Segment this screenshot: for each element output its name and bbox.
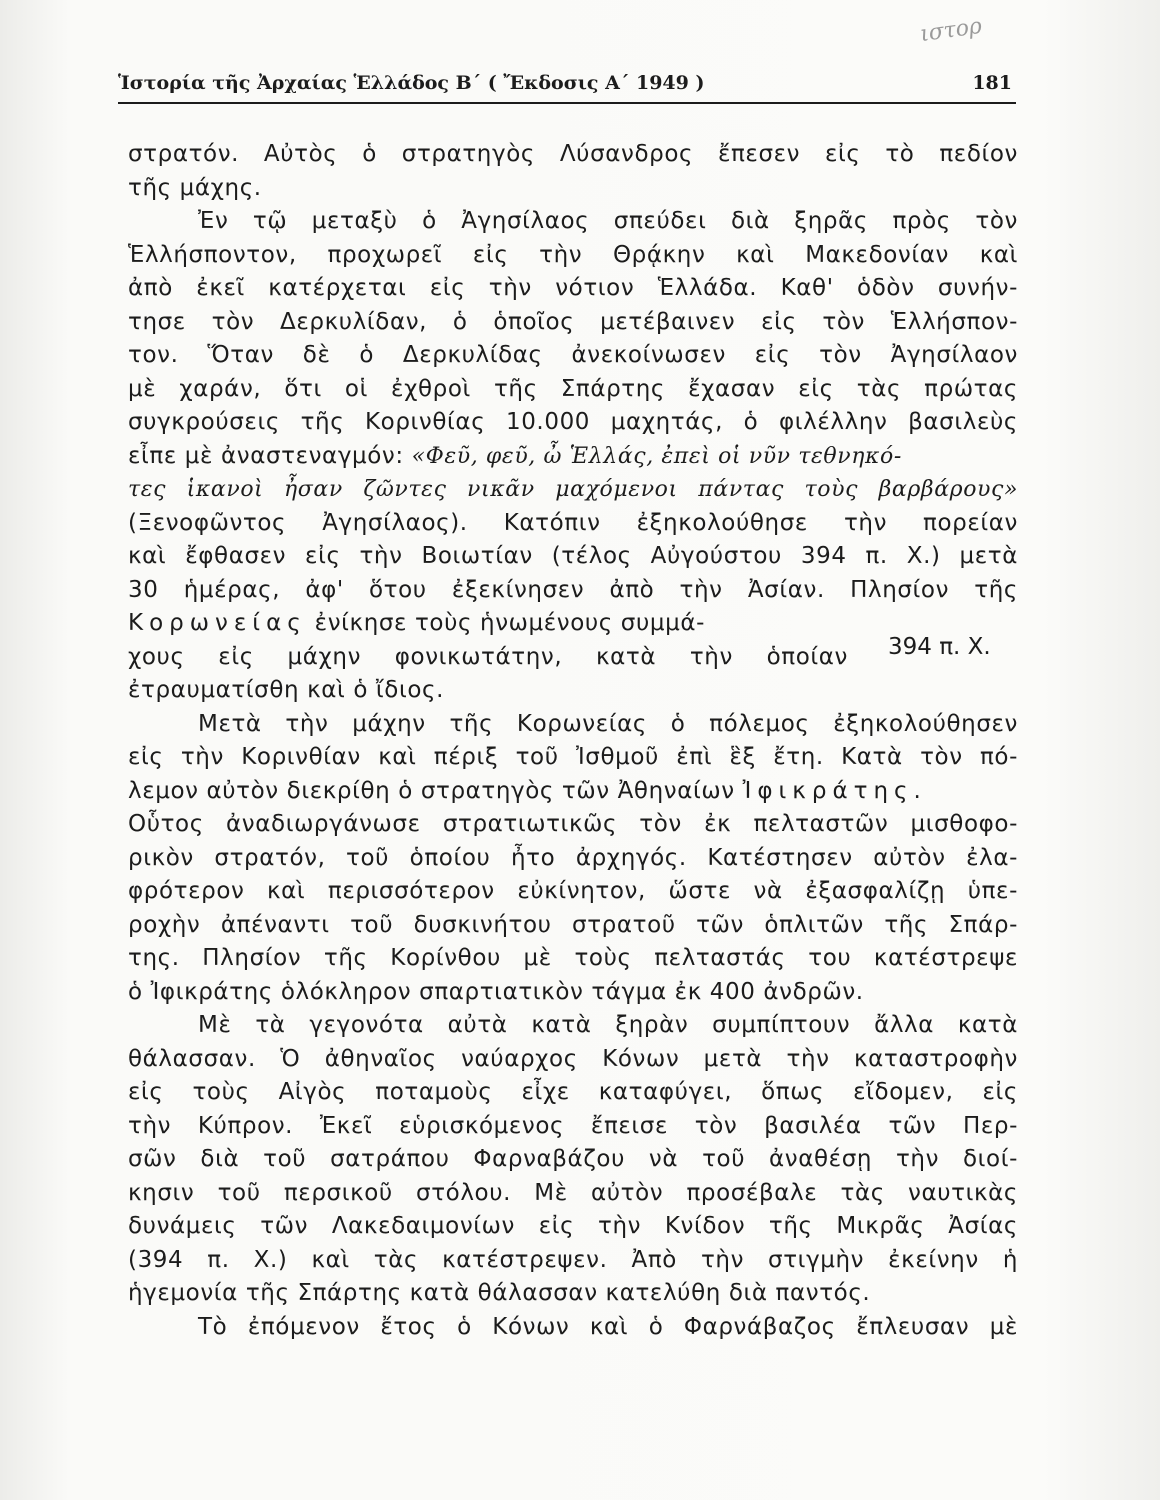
text-line: εἰς τοὺς Αἰγὸς ποταμοὺς εἶχε καταφύγει, ὅπως εἴδομεν, εἰς [128, 1079, 1018, 1105]
text-fragment: ἐνίκησε τοὺς ἡνωμένους συμμά- [314, 610, 706, 636]
text-line: ὁ Ἰφικράτης ὁλόκληρον σπαρτιατικὸν τάγμα ἐκ 400 ἀνδρῶν. [128, 978, 864, 1005]
text-line: (394 π. Χ.) καὶ τὰς κατέστρεψεν. Ἀπὸ τὴν στιγμὴν ἐκείνην ἡ [128, 1246, 1018, 1273]
quote-fragment: «Φεῦ, φεῦ, ὦ Ἑλλάς, ἐπεὶ οἱ νῦν τεθνηκό- [411, 443, 902, 469]
page-number: 181 [972, 72, 1012, 94]
text-line: καὶ ἔφθασεν εἰς τὴν Βοιωτίαν (τέλος Αὐγούστου 394 π. Χ.) μετὰ [128, 543, 1018, 569]
emphasized-word: Ἰφικράτης. [742, 777, 927, 804]
text-line: ἡγεμονία τῆς Σπάρτης κατὰ θάλασσαν κατελύθη διὰ παντός. [128, 1280, 871, 1306]
text-line: κησιν τοῦ περσικοῦ στόλου. Μὲ αὐτὸν προσέβαλε τὰς ναυτικὰς [128, 1179, 1018, 1206]
text-line: φρότερον καὶ περισσότερον εὐκίνητον, ὥστε νὰ ἐξασφαλίζῃ ὑπε- [128, 878, 1018, 904]
page-header [118, 68, 1016, 104]
text-line: Μὲ τὰ γεγονότα αὐτὰ κατὰ ξηρὰν συμπίπτουν ἄλλα κατὰ [198, 1012, 1018, 1038]
emphasized-word: Κορωνείας [128, 610, 307, 636]
text-line: χους εἰς μάχην φονικωτάτην, κατὰ τὴν ὁποίαν [128, 643, 848, 670]
text-line: Μετὰ τὴν μάχην τῆς Κορωνείας ὁ πόλεμος ἐξηκολούθησεν [198, 710, 1018, 737]
text-line: τον. Ὅταν δὲ ὁ Δερκυλίδας ἀνεκοίνωσεν εἰς τὸν Ἀγησίλαον [128, 342, 1018, 368]
running-title: Ἱστορία τῆς Ἀρχαίας Ἑλλάδος Β΄ ( Ἔκδοσις Α΄ 1949 ) [118, 72, 705, 94]
text-line: εἰς τὴν Κορινθίαν καὶ πέριξ τοῦ Ἰσθμοῦ ἐπὶ ἓξ ἔτη. Κατὰ τὸν πό- [128, 744, 1018, 770]
text-line: τὴν Κύπρον. Ἐκεῖ εὑρισκόμενος ἔπεισε τὸν βασιλέα τῶν Περ- [128, 1112, 1018, 1139]
text-line-with-quote [128, 440, 1018, 474]
handwritten-note: ιστορ [918, 13, 984, 48]
text-fragment: εἶπε μὲ ἀναστεναγμόν: [128, 442, 404, 469]
text-line: σῶν διὰ τοῦ σατράπου Φαρναβάζου νὰ τοῦ ἀναθέσῃ τὴν διοί- [128, 1146, 1018, 1172]
text-line: ἀπὸ ἐκεῖ κατέρχεται εἰς τὴν νότιον Ἑλλάδα. Καθ' ὁδὸν συνήν- [128, 275, 1018, 301]
text-line: μὲ χαράν, ὅτι οἱ ἐχθροὶ τῆς Σπάρτης ἔχασαν εἰς τὰς πρώτας [128, 375, 1018, 402]
text-line: θάλασσαν. Ὁ ἀθηναῖος ναύαρχος Κόνων μετὰ τὴν καταστροφὴν [128, 1045, 1018, 1072]
margin-note-date: 394 π. Χ. [888, 634, 991, 660]
text-line: Ἑλλήσποντον, προχωρεῖ εἰς τὴν Θρᾴκην καὶ Μακεδονίαν καὶ [128, 241, 1018, 268]
text-line: Οὗτος ἀναδιωργάνωσε στρατιωτικῶς τὸν ἐκ πελταστῶν μισθοφο- [128, 811, 1018, 837]
text-line: Τὸ ἐπόμενον ἔτος ὁ Κόνων καὶ ὁ Φαρνάβαζος ἔπλευσαν μὲ [198, 1313, 1018, 1340]
text-fragment: λεμον αὐτὸν διεκρίθη ὁ στρατηγὸς τῶν Ἀθηναίων [128, 777, 735, 804]
text-line [128, 775, 1018, 809]
text-line: τῆς μάχης. [128, 174, 262, 201]
text-line: της. Πλησίον τῆς Κορίνθου μὲ τοὺς πελταστάς του κατέστρεψε [128, 945, 1018, 971]
text-line: τησε τὸν Δερκυλίδαν, ὁ ὁποῖος μετέβαινεν εἰς τὸν Ἑλλήσπον- [128, 308, 1018, 335]
text-line: συγκρούσεις τῆς Κορινθίας 10.000 μαχητάς, ὁ φιλέλλην βασιλεὺς [128, 409, 1018, 435]
body-text [128, 138, 1018, 1344]
text-line: Ἐν τῷ μεταξὺ ὁ Ἀγησίλαος σπεύδει διὰ ξηρᾶς πρὸς τὸν [198, 208, 1018, 234]
text-line: ροχὴν ἀπέναντι τοῦ δυσκινήτου στρατοῦ τῶν ὁπλιτῶν τῆς Σπάρ- [128, 911, 1018, 938]
text-line: στρατόν. Αὐτὸς ὁ στρατηγὸς Λύσανδρος ἔπεσεν εἰς τὸ πεδίον [128, 141, 1018, 167]
text-line: 30 ἡμέρας, ἀφ' ὅτου ἐξεκίνησεν ἀπὸ τὴν Ἀσίαν. Πλησίον τῆς [128, 576, 1018, 603]
text-line: ἐτραυματίσθη καὶ ὁ ἴδιος. [128, 677, 445, 703]
text-line: (Ξενοφῶντος Ἀγησίλαος). Κατόπιν ἐξηκολούθησε τὴν πορείαν [128, 509, 1018, 536]
text-line [128, 607, 848, 641]
text-line: δυνάμεις τῶν Λακεδαιμονίων εἰς τὴν Κνίδον τῆς Μικρᾶς Ἀσίας [128, 1213, 1018, 1239]
quote-line: τες ἱκανοὶ ἦσαν ζῶντες νικᾶν μαχόμενοι πάντας τοὺς βαρβάρους» [128, 477, 1018, 502]
text-line: ρικὸν στρατόν, τοῦ ὁποίου ἦτο ἀρχηγός. Κατέστησεν αὐτὸν ἐλα- [128, 844, 1018, 871]
